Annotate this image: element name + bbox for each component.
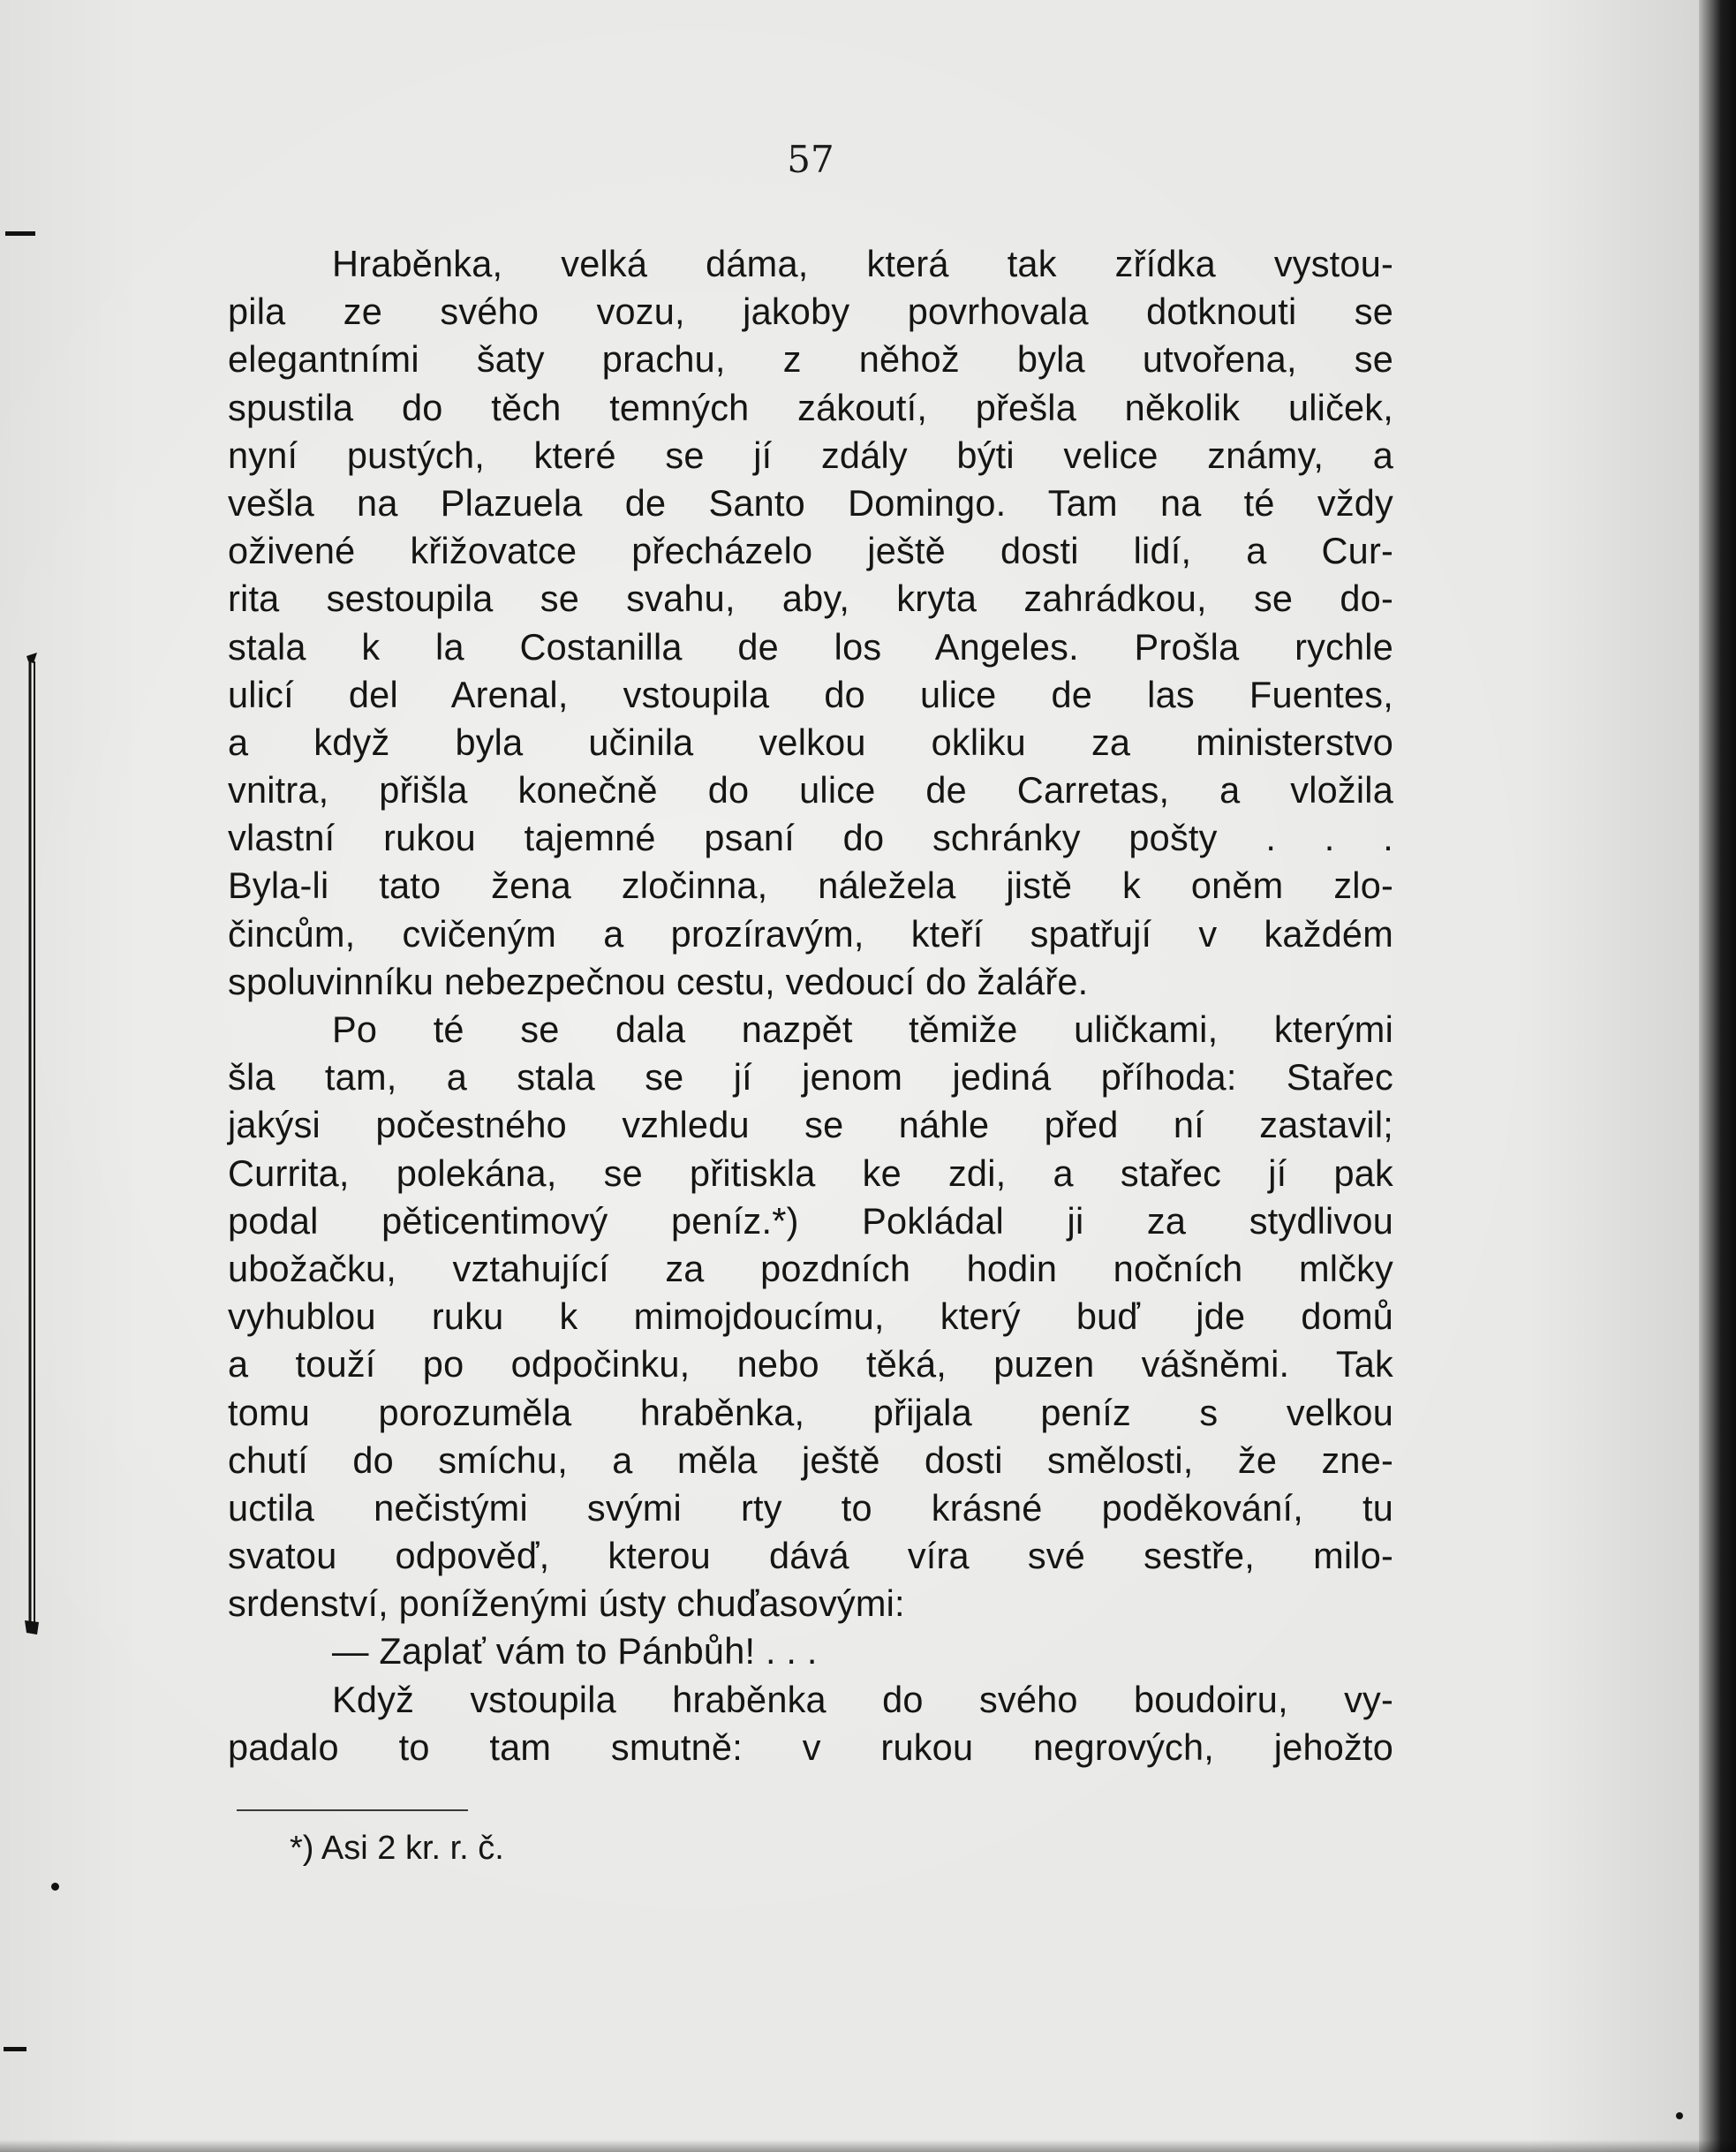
page-bottom-shadow bbox=[0, 2140, 1736, 2152]
text-line: ulicí del Arenal, vstoupila do ulice de las Fuentes, bbox=[228, 673, 1393, 715]
text-line: tomu porozuměla hraběnka, přijala peníz s velkou bbox=[228, 1391, 1393, 1433]
text-line: ubožačku, vztahující za pozdních hodin nočních mlčky bbox=[228, 1247, 1393, 1289]
text-line: uctila nečistými svými rty to krásné poděkování, tu bbox=[228, 1486, 1393, 1529]
text-line: vešla na Plazuela de Santo Domingo. Tam na té vždy bbox=[228, 481, 1393, 524]
page-number: 57 bbox=[787, 138, 834, 181]
text-line: Hraběnka, velká dáma, která tak zřídka vystou- bbox=[332, 243, 1393, 284]
text-line: spoluvinníku nebezpečnou cestu, vedoucí do žaláře. bbox=[228, 960, 1089, 1002]
text-line: svatou odpověď, kterou dává víra své sestře, milo- bbox=[228, 1535, 1393, 1577]
text-line: srdenství, poníženými ústy chuďasovými: bbox=[228, 1582, 905, 1625]
text-line: elegantními šaty prachu, z něhož byla utvořena, se bbox=[228, 338, 1393, 381]
text-line: rita sestoupila se svahu, aby, kryta zahrádkou, se do- bbox=[228, 578, 1393, 620]
text-line: čincům, cvičeným a prozíravým, kteří spatřují v každém bbox=[228, 912, 1393, 955]
text-line: pila ze svého vozu, jakoby povrhovala dotknouti se bbox=[228, 291, 1393, 333]
margin-bracket-mark bbox=[23, 649, 41, 1638]
text-line: stala k la Costanilla de los Angeles. Prošla rychle bbox=[228, 625, 1393, 668]
page-edge-shadow bbox=[1699, 0, 1736, 2152]
text-line: chutí do smíchu, a měla ještě dosti smělosti, že zne- bbox=[228, 1438, 1393, 1481]
text-line: spustila do těch temných zákoutí, přešla několik uliček, bbox=[228, 386, 1393, 428]
text-line: a když byla učinila velkou okliku za ministerstvo bbox=[228, 721, 1393, 763]
text-line: nyní pustých, které se jí zdály býti velice známy, a bbox=[228, 434, 1393, 476]
footnote: *) Asi 2 kr. r. č. bbox=[290, 1830, 504, 1867]
margin-dash-mark bbox=[4, 2047, 26, 2051]
footnote-divider bbox=[237, 1809, 468, 1811]
text-line: Po té se dala nazpět těmiže uličkami, kterými bbox=[332, 1008, 1393, 1050]
body-text bbox=[228, 240, 1393, 1771]
text-line: padalo to tam smutně: v rukou negrových, jehožto bbox=[228, 1725, 1393, 1768]
text-line: šla tam, a stala se jí jenom jediná příhoda: Stařec bbox=[228, 1056, 1393, 1099]
text-line: vlastní rukou tajemné psaní do schránky pošty . . . bbox=[228, 817, 1393, 859]
text-line: oživené křižovatce přecházelo ještě dosti lidí, a Cur- bbox=[228, 530, 1393, 572]
text-line: Currita, polekána, se přitiskla ke zdi, a stařec jí pak bbox=[228, 1152, 1393, 1194]
text-line: jakýsi počestného vzhledu se náhle před ní zastavil; bbox=[228, 1104, 1393, 1146]
margin-dot-mark bbox=[1676, 2112, 1683, 2119]
margin-dash-mark bbox=[5, 231, 35, 236]
text-line: Když vstoupila hraběnka do svého boudoiru, vy- bbox=[332, 1678, 1393, 1720]
text-line: vyhublou ruku k mimojdoucímu, který buď jde domů bbox=[228, 1295, 1393, 1338]
text-line: — Zaplať vám to Pánbůh! . . . bbox=[332, 1630, 818, 1673]
margin-dot-mark bbox=[51, 1883, 59, 1891]
text-line: vnitra, přišla konečně do ulice de Carretas, a vložila bbox=[228, 769, 1393, 812]
text-line: Byla-li tato žena zločinna, náležela jistě k oněm zlo- bbox=[228, 865, 1393, 907]
text-line: podal pěticentimový peníz.*) Pokládal ji za stydlivou bbox=[228, 1199, 1393, 1242]
text-line: a touží po odpočinku, nebo těká, puzen vášněmi. Tak bbox=[228, 1343, 1393, 1386]
